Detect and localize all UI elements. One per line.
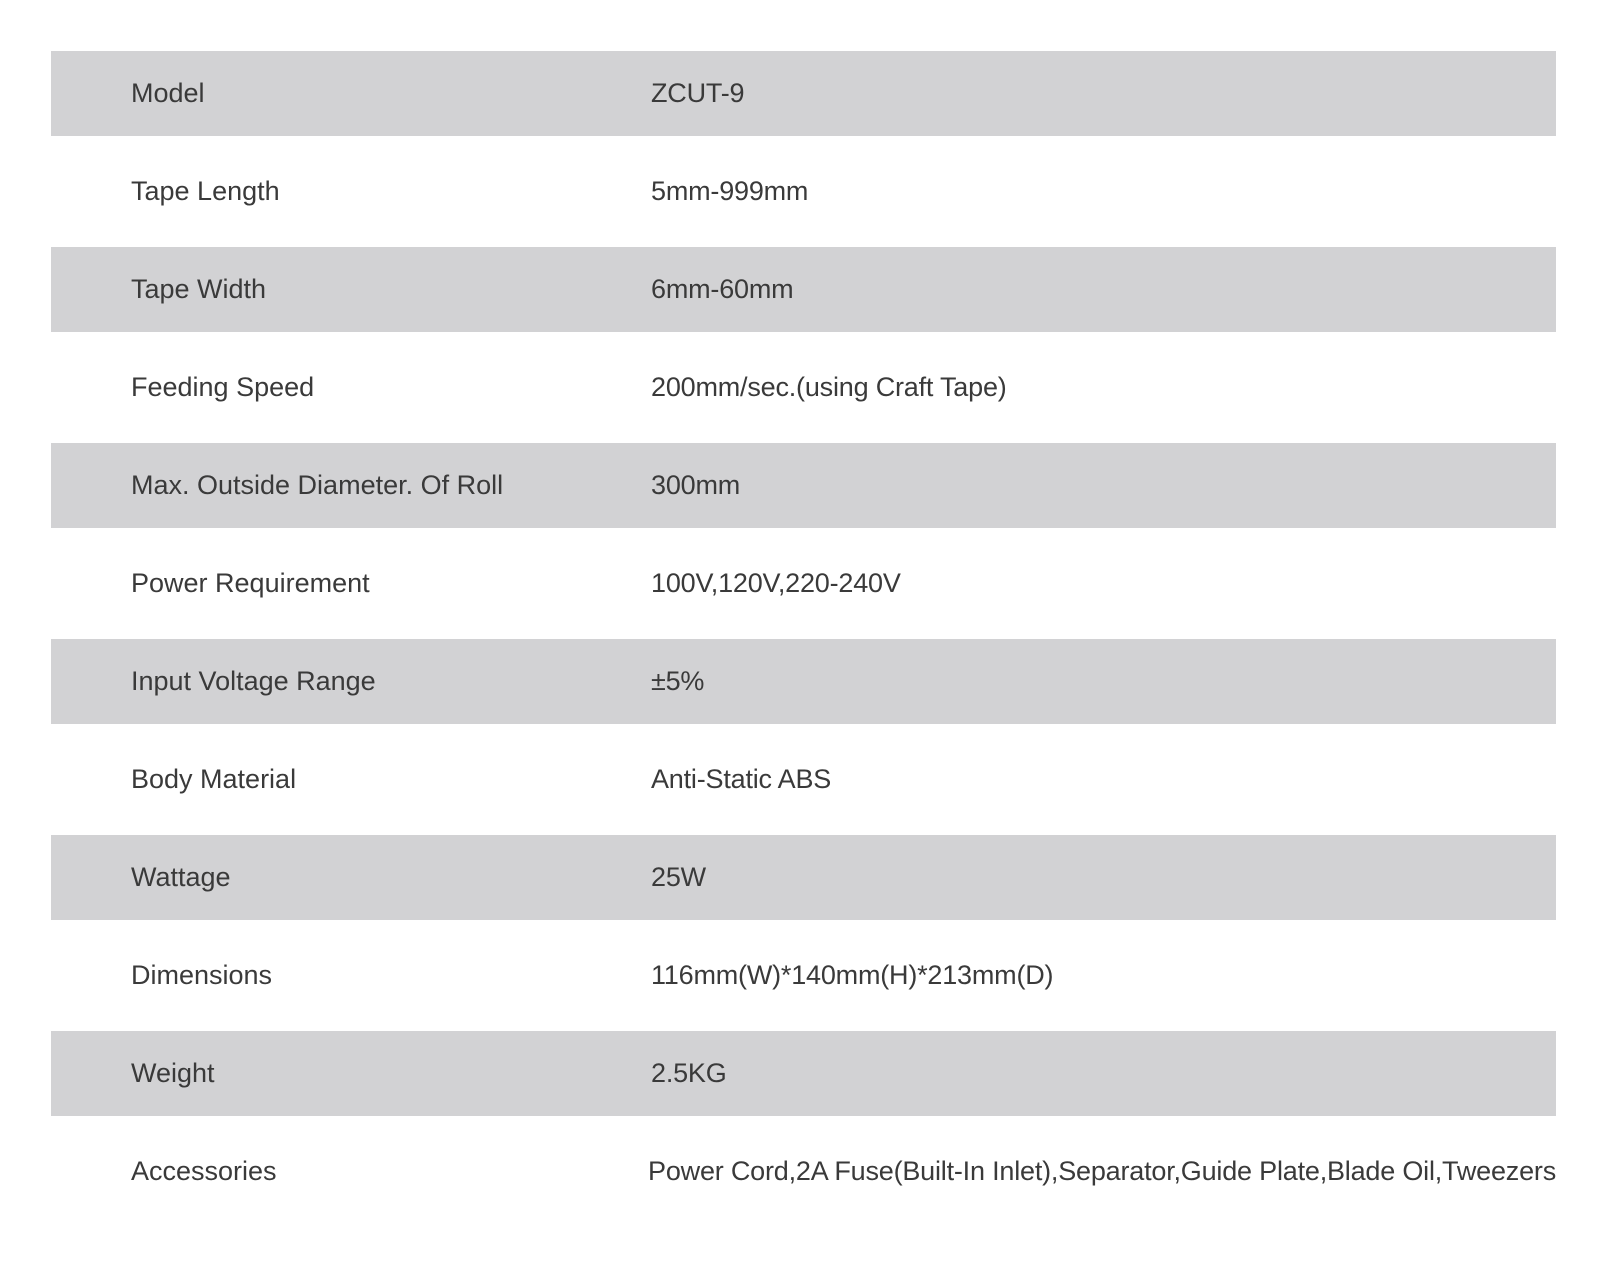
spec-row-model — [51, 51, 1556, 136]
spec-row-tape-length — [51, 136, 1556, 247]
spec-table — [51, 51, 1556, 1227]
spec-label: Body Material — [131, 764, 297, 794]
spec-label: Wattage — [131, 862, 231, 892]
spec-value: 200mm/sec.(using Craft Tape) — [651, 372, 1007, 402]
spec-row-accessories — [51, 1116, 1556, 1227]
spec-label: Model — [131, 78, 205, 108]
spec-row-tape-width — [51, 247, 1556, 332]
spec-value: Anti-Static ABS — [651, 764, 832, 794]
spec-value: ±5% — [651, 666, 705, 696]
spec-value: 100V,120V,220-240V — [651, 568, 901, 598]
spec-label: Power Requirement — [131, 568, 370, 598]
spec-value: Power Cord,2A Fuse(Built-In Inlet),Separator,Guide Plate,Blade Oil,Tweezers — [648, 1156, 1556, 1186]
spec-row-weight — [51, 1031, 1556, 1116]
spec-label: Weight — [131, 1058, 215, 1088]
spec-value: 116mm(W)*140mm(H)*213mm(D) — [651, 960, 1054, 990]
spec-label: Tape Width — [131, 274, 267, 304]
spec-label: Dimensions — [131, 960, 273, 990]
spec-label: Feeding Speed — [131, 372, 315, 402]
spec-row-max-diameter — [51, 443, 1556, 528]
spec-row-wattage — [51, 835, 1556, 920]
spec-label: Tape Length — [131, 176, 280, 206]
spec-label: Max. Outside Diameter. Of Roll — [131, 470, 504, 500]
spec-label: Input Voltage Range — [131, 666, 376, 696]
spec-value: 6mm-60mm — [651, 274, 794, 304]
spec-row-input-voltage — [51, 639, 1556, 724]
spec-value: 300mm — [651, 470, 741, 500]
spec-value: 2.5KG — [651, 1058, 727, 1088]
spec-row-power-requirement — [51, 528, 1556, 639]
spec-value: 25W — [651, 862, 706, 892]
spec-value: ZCUT-9 — [651, 78, 745, 108]
spec-row-feeding-speed — [51, 332, 1556, 443]
spec-row-dimensions — [51, 920, 1556, 1031]
spec-label: Accessories — [131, 1156, 277, 1186]
spec-row-body-material — [51, 724, 1556, 835]
spec-value: 5mm-999mm — [651, 176, 809, 206]
